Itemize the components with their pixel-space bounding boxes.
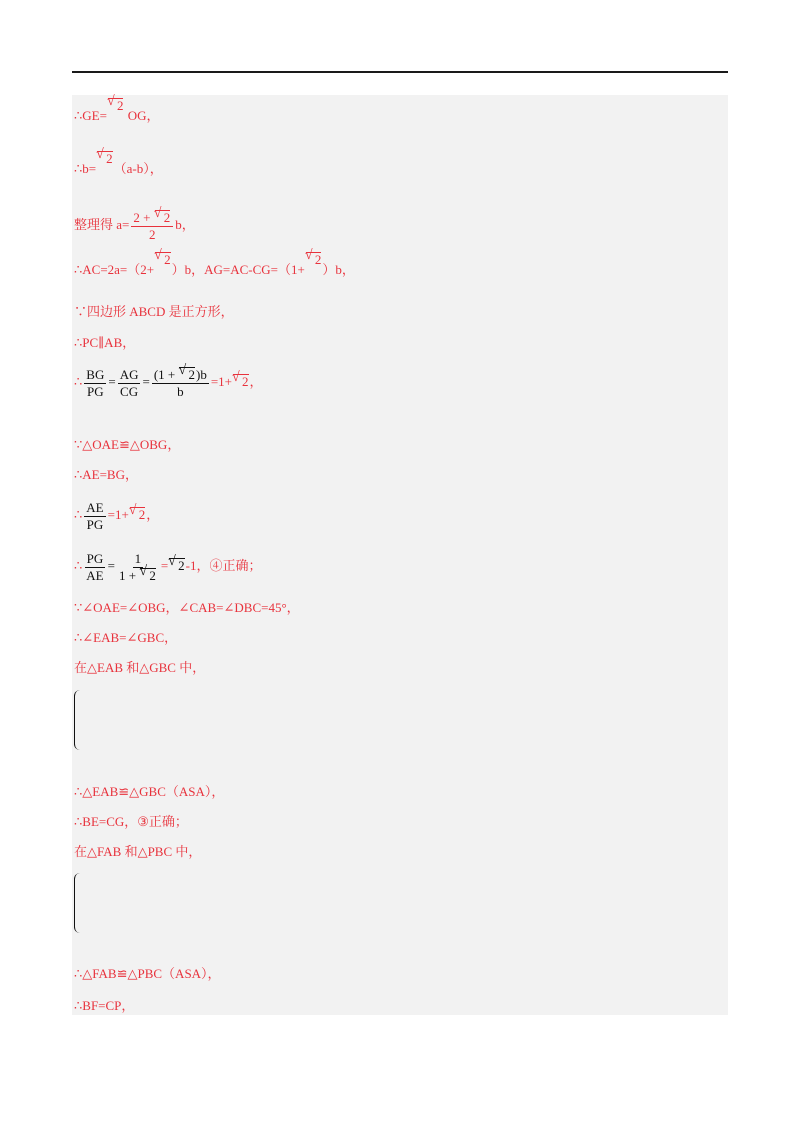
line-bf-cp: ∴BF=CP， bbox=[74, 998, 135, 1013]
line-in-eab-gbc: 在△EAB 和△GBC 中， bbox=[74, 660, 206, 675]
text: ∴AC=2a=（2+ bbox=[74, 262, 155, 277]
line-angles-45: ∵∠OAE=∠OBG，∠CAB=∠DBC=45°， bbox=[74, 600, 300, 615]
line-ae-bg: ∴AE=BG， bbox=[74, 467, 138, 482]
line-eab-gbc: ∴∠EAB=∠GBC， bbox=[74, 630, 178, 645]
line-simplify-a bbox=[74, 208, 195, 242]
text: （a-b）， bbox=[113, 161, 163, 176]
header-rule bbox=[72, 71, 728, 73]
fraction: $\frac{AE}{PG}$ bbox=[86, 499, 104, 532]
text: 整理得 a= bbox=[74, 217, 130, 232]
sqrt-symbol: √ 2 bbox=[306, 252, 322, 267]
sqrt-symbol: √ 2 bbox=[97, 151, 113, 166]
fraction: $\frac{BG}{PG}$ bbox=[86, 366, 105, 399]
line-ratio-ae-pg: ∴ $\frac{AE}{PG}$ =1+√ 2， bbox=[74, 497, 159, 533]
sqrt-symbol: √ 2 bbox=[108, 98, 124, 113]
line-ratio-bg-pg: ∴ $\frac{BG}{PG}$ = $\frac{AG}{CG}$ = $\frac{(1 + √ 2)b}{b}$ =1+√ 2， bbox=[74, 364, 263, 400]
text: OG， bbox=[124, 108, 160, 123]
line-congruent-oae-obg: ∵△OAE≌△OBG， bbox=[74, 437, 181, 452]
fraction: $\frac{(1 + √ 2)b}{b}$ bbox=[152, 367, 209, 400]
equation-system-2 bbox=[74, 871, 244, 935]
brace-symbol bbox=[74, 873, 81, 933]
fraction: $\frac{1}{1 + √ 2}$ bbox=[117, 551, 159, 584]
text: ）b， bbox=[322, 262, 355, 277]
line-congruent-eab-gbc: ∴△EAB≌△GBC（ASA）， bbox=[74, 784, 225, 799]
text: ）b，AG=AC-CG=（1+ bbox=[171, 262, 305, 277]
line-ge-og bbox=[74, 98, 160, 128]
fraction: $\frac{PG}{AE}$ bbox=[86, 550, 104, 583]
sqrt-symbol: √ 2 bbox=[155, 252, 171, 267]
line-b bbox=[74, 151, 163, 181]
equation-system-1 bbox=[74, 688, 244, 752]
line-in-fab-pbc: 在△FAB 和△PBC 中， bbox=[74, 844, 202, 859]
fraction: $\frac{2 + √ 2}{2}$ bbox=[131, 210, 173, 243]
line-parallel: ∴PC∥AB， bbox=[74, 335, 136, 350]
line-ac-ag bbox=[74, 252, 355, 282]
line-congruent-fab-pbc: ∴△FAB≌△PBC（ASA）， bbox=[74, 966, 221, 981]
line-ratio-pg-ae: ∴ $\frac{PG}{AE}$ = $\frac{1}{1 + √ 2}$ =√ 2-1，④正确； bbox=[74, 548, 262, 584]
fraction: $\frac{AG}{CG}$ bbox=[119, 366, 139, 399]
line-square: ∵四边形 ABCD 是正方形， bbox=[74, 304, 234, 319]
text: ∴b= bbox=[74, 161, 97, 176]
line-be-cg: ∴BE=CG，③正确； bbox=[74, 814, 188, 829]
brace-symbol bbox=[74, 690, 81, 750]
text: b， bbox=[175, 217, 195, 232]
text: ∴GE= bbox=[74, 108, 107, 123]
